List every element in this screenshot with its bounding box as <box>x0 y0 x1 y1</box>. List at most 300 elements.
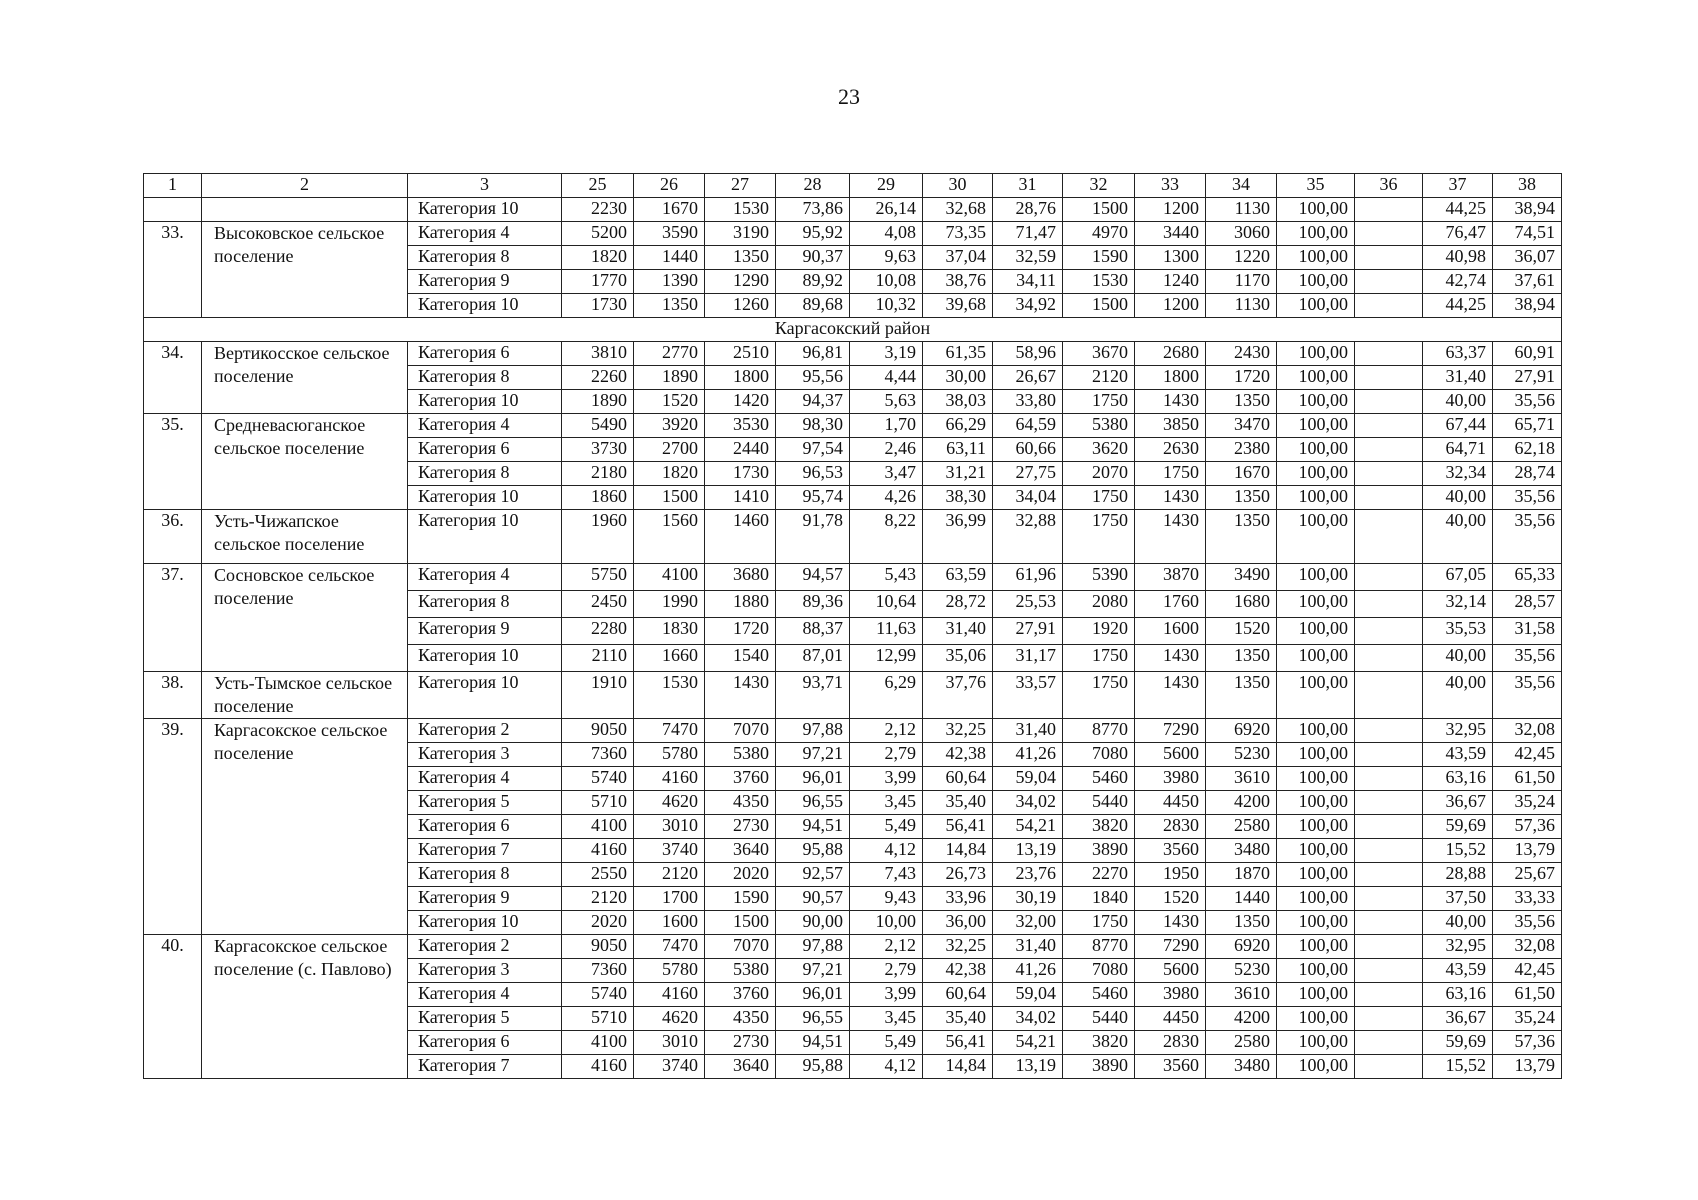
value-cell: 100,00 <box>1277 246 1355 270</box>
settlement-name-cell: Сосновское сельское поселение <box>202 564 408 672</box>
value-cell: 2680 <box>1135 342 1206 366</box>
value-cell: 4,08 <box>850 222 923 246</box>
value-cell: 10,08 <box>850 270 923 294</box>
category-cell: Категория 10 <box>408 390 562 414</box>
value-cell: 59,04 <box>993 983 1063 1007</box>
value-cell: 2510 <box>705 342 776 366</box>
value-cell <box>1355 246 1423 270</box>
category-cell: Категория 7 <box>408 839 562 863</box>
value-cell: 38,03 <box>923 390 993 414</box>
value-cell: 7470 <box>634 935 705 959</box>
category-cell: Категория 6 <box>408 342 562 366</box>
settlement-name-cell: Высоковское сельское поселение <box>202 222 408 318</box>
settlement-name-cell: Усть-Тымское сельское поселение <box>202 672 408 719</box>
value-cell: 1670 <box>634 198 705 222</box>
row-number-cell: 38. <box>144 672 202 719</box>
value-cell: 1200 <box>1135 294 1206 318</box>
value-cell: 44,25 <box>1423 294 1493 318</box>
value-cell: 31,58 <box>1493 618 1562 645</box>
value-cell: 30,00 <box>923 366 993 390</box>
value-cell: 2,46 <box>850 438 923 462</box>
value-cell: 27,91 <box>993 618 1063 645</box>
value-cell: 3820 <box>1063 815 1135 839</box>
column-number-cell: 34 <box>1206 174 1277 198</box>
value-cell <box>1355 462 1423 486</box>
value-cell: 3870 <box>1135 564 1206 591</box>
value-cell: 4350 <box>705 791 776 815</box>
value-cell: 1750 <box>1063 645 1135 672</box>
value-cell: 35,56 <box>1493 510 1562 564</box>
value-cell: 1500 <box>705 911 776 935</box>
column-number-cell: 31 <box>993 174 1063 198</box>
value-cell: 3640 <box>705 839 776 863</box>
value-cell: 2180 <box>562 462 634 486</box>
value-cell: 36,00 <box>923 911 993 935</box>
column-number-cell: 2 <box>202 174 408 198</box>
category-cell: Категория 8 <box>408 246 562 270</box>
value-cell: 63,11 <box>923 438 993 462</box>
value-cell: 36,67 <box>1423 791 1493 815</box>
value-cell: 3,45 <box>850 791 923 815</box>
value-cell: 4,26 <box>850 486 923 510</box>
column-number-cell: 37 <box>1423 174 1493 198</box>
value-cell: 62,18 <box>1493 438 1562 462</box>
row-number-cell: 36. <box>144 510 202 564</box>
table-row <box>144 719 1562 743</box>
row-number-cell: 35. <box>144 414 202 510</box>
value-cell: 1760 <box>1135 591 1206 618</box>
value-cell: 2270 <box>1063 863 1135 887</box>
value-cell: 5740 <box>562 983 634 1007</box>
value-cell: 1680 <box>1206 591 1277 618</box>
value-cell: 2020 <box>705 863 776 887</box>
value-cell: 95,56 <box>776 366 850 390</box>
value-cell: 100,00 <box>1277 462 1355 486</box>
value-cell: 100,00 <box>1277 198 1355 222</box>
settlement-name-cell: Каргасокское сельское поселение (с. Павлово) <box>202 935 408 1079</box>
value-cell: 100,00 <box>1277 911 1355 935</box>
category-cell: Категория 8 <box>408 591 562 618</box>
value-cell: 61,96 <box>993 564 1063 591</box>
value-cell: 8770 <box>1063 935 1135 959</box>
value-cell: 36,99 <box>923 510 993 564</box>
value-cell: 7360 <box>562 743 634 767</box>
value-cell: 5780 <box>634 743 705 767</box>
value-cell: 2280 <box>562 618 634 645</box>
value-cell: 1350 <box>1206 390 1277 414</box>
value-cell: 9050 <box>562 719 634 743</box>
value-cell: 100,00 <box>1277 591 1355 618</box>
value-cell: 98,30 <box>776 414 850 438</box>
value-cell: 67,05 <box>1423 564 1493 591</box>
value-cell: 3760 <box>705 983 776 1007</box>
value-cell: 100,00 <box>1277 672 1355 719</box>
value-cell <box>1355 645 1423 672</box>
value-cell: 5380 <box>705 743 776 767</box>
settlement-name-cell: Средневасюганское сельское поселение <box>202 414 408 510</box>
value-cell: 2380 <box>1206 438 1277 462</box>
category-cell: Категория 6 <box>408 815 562 839</box>
value-cell: 57,36 <box>1493 1031 1562 1055</box>
column-number-cell: 35 <box>1277 174 1355 198</box>
value-cell <box>1355 198 1423 222</box>
value-cell <box>1355 815 1423 839</box>
value-cell: 89,36 <box>776 591 850 618</box>
value-cell <box>1355 342 1423 366</box>
value-cell: 59,69 <box>1423 1031 1493 1055</box>
value-cell: 1350 <box>1206 486 1277 510</box>
value-cell: 34,02 <box>993 1007 1063 1031</box>
value-cell: 34,04 <box>993 486 1063 510</box>
value-cell: 32,95 <box>1423 935 1493 959</box>
value-cell: 1830 <box>634 618 705 645</box>
value-cell: 1390 <box>634 270 705 294</box>
value-cell: 3980 <box>1135 767 1206 791</box>
value-cell: 1890 <box>634 366 705 390</box>
table-row <box>144 564 1562 591</box>
value-cell: 1990 <box>634 591 705 618</box>
column-number-row <box>144 174 1562 198</box>
value-cell: 1590 <box>705 887 776 911</box>
value-cell: 1890 <box>562 390 634 414</box>
value-cell: 13,79 <box>1493 839 1562 863</box>
category-cell: Категория 4 <box>408 983 562 1007</box>
value-cell: 13,19 <box>993 839 1063 863</box>
value-cell: 32,68 <box>923 198 993 222</box>
value-cell: 3560 <box>1135 839 1206 863</box>
value-cell: 54,21 <box>993 815 1063 839</box>
value-cell: 71,47 <box>993 222 1063 246</box>
value-cell: 10,32 <box>850 294 923 318</box>
value-cell: 11,63 <box>850 618 923 645</box>
value-cell: 23,76 <box>993 863 1063 887</box>
value-cell: 1500 <box>1063 198 1135 222</box>
value-cell: 2,79 <box>850 959 923 983</box>
value-cell: 1960 <box>562 510 634 564</box>
value-cell: 59,69 <box>1423 815 1493 839</box>
value-cell: 1800 <box>1135 366 1206 390</box>
value-cell: 100,00 <box>1277 294 1355 318</box>
value-cell: 13,19 <box>993 1055 1063 1079</box>
value-cell: 5600 <box>1135 743 1206 767</box>
value-cell: 5,49 <box>850 815 923 839</box>
value-cell: 60,66 <box>993 438 1063 462</box>
value-cell: 100,00 <box>1277 791 1355 815</box>
value-cell: 60,64 <box>923 767 993 791</box>
value-cell: 26,67 <box>993 366 1063 390</box>
value-cell: 2730 <box>705 1031 776 1055</box>
value-cell <box>1355 863 1423 887</box>
value-cell: 15,52 <box>1423 839 1493 863</box>
value-cell: 3980 <box>1135 983 1206 1007</box>
value-cell: 1350 <box>1206 645 1277 672</box>
row-number-cell: 37. <box>144 564 202 672</box>
column-number-cell: 28 <box>776 174 850 198</box>
value-cell: 1750 <box>1135 462 1206 486</box>
value-cell <box>1355 414 1423 438</box>
value-cell: 15,52 <box>1423 1055 1493 1079</box>
value-cell: 96,81 <box>776 342 850 366</box>
category-cell: Категория 9 <box>408 887 562 911</box>
value-cell <box>1355 486 1423 510</box>
value-cell: 3610 <box>1206 983 1277 1007</box>
value-cell <box>1355 510 1423 564</box>
value-cell: 1410 <box>705 486 776 510</box>
value-cell: 3470 <box>1206 414 1277 438</box>
value-cell: 94,51 <box>776 1031 850 1055</box>
value-cell: 1500 <box>1063 294 1135 318</box>
value-cell: 63,37 <box>1423 342 1493 366</box>
value-cell: 5390 <box>1063 564 1135 591</box>
value-cell: 32,59 <box>993 246 1063 270</box>
value-cell: 5,43 <box>850 564 923 591</box>
value-cell: 35,56 <box>1493 486 1562 510</box>
value-cell: 32,25 <box>923 935 993 959</box>
value-cell: 1820 <box>634 462 705 486</box>
category-cell: Категория 10 <box>408 672 562 719</box>
value-cell: 1560 <box>634 510 705 564</box>
value-cell <box>1355 591 1423 618</box>
value-cell: 87,01 <box>776 645 850 672</box>
value-cell: 1660 <box>634 645 705 672</box>
value-cell: 1440 <box>634 246 705 270</box>
value-cell: 1350 <box>705 246 776 270</box>
value-cell: 5440 <box>1063 791 1135 815</box>
value-cell: 35,56 <box>1493 390 1562 414</box>
value-cell: 3810 <box>562 342 634 366</box>
column-number-cell: 26 <box>634 174 705 198</box>
value-cell: 3920 <box>634 414 705 438</box>
value-cell: 4160 <box>562 839 634 863</box>
value-cell: 1840 <box>1063 887 1135 911</box>
value-cell: 1700 <box>634 887 705 911</box>
category-cell: Категория 6 <box>408 438 562 462</box>
column-number-cell: 29 <box>850 174 923 198</box>
value-cell: 100,00 <box>1277 510 1355 564</box>
value-cell: 1430 <box>1135 672 1206 719</box>
value-cell: 5490 <box>562 414 634 438</box>
category-cell: Категория 10 <box>408 645 562 672</box>
value-cell: 100,00 <box>1277 767 1355 791</box>
value-cell: 1220 <box>1206 246 1277 270</box>
value-cell: 34,02 <box>993 791 1063 815</box>
value-cell: 1520 <box>634 390 705 414</box>
value-cell <box>1355 618 1423 645</box>
value-cell: 8770 <box>1063 719 1135 743</box>
value-cell: 3010 <box>634 815 705 839</box>
value-cell: 3890 <box>1063 839 1135 863</box>
value-cell: 4160 <box>634 983 705 1007</box>
value-cell: 100,00 <box>1277 366 1355 390</box>
value-cell: 1860 <box>562 486 634 510</box>
value-cell: 2830 <box>1135 1031 1206 1055</box>
value-cell: 100,00 <box>1277 390 1355 414</box>
value-cell: 31,21 <box>923 462 993 486</box>
table-row <box>144 342 1562 366</box>
value-cell: 1520 <box>1206 618 1277 645</box>
value-cell: 1870 <box>1206 863 1277 887</box>
value-cell: 2,12 <box>850 719 923 743</box>
value-cell: 96,55 <box>776 1007 850 1031</box>
value-cell: 100,00 <box>1277 983 1355 1007</box>
value-cell: 100,00 <box>1277 414 1355 438</box>
value-cell: 60,91 <box>1493 342 1562 366</box>
row-number-cell: 34. <box>144 342 202 414</box>
value-cell: 3640 <box>705 1055 776 1079</box>
value-cell: 64,59 <box>993 414 1063 438</box>
value-cell: 95,74 <box>776 486 850 510</box>
value-cell: 1720 <box>1206 366 1277 390</box>
category-cell: Категория 2 <box>408 719 562 743</box>
table-row <box>144 672 1562 719</box>
value-cell: 32,08 <box>1493 935 1562 959</box>
value-cell: 100,00 <box>1277 815 1355 839</box>
value-cell: 1770 <box>562 270 634 294</box>
value-cell: 58,96 <box>993 342 1063 366</box>
value-cell: 32,95 <box>1423 719 1493 743</box>
value-cell: 37,04 <box>923 246 993 270</box>
value-cell: 4100 <box>634 564 705 591</box>
value-cell: 1520 <box>1135 887 1206 911</box>
value-cell: 100,00 <box>1277 1007 1355 1031</box>
value-cell: 6920 <box>1206 719 1277 743</box>
value-cell: 1750 <box>1063 911 1135 935</box>
value-cell: 95,88 <box>776 1055 850 1079</box>
value-cell <box>1355 767 1423 791</box>
value-cell: 100,00 <box>1277 959 1355 983</box>
value-cell <box>1355 791 1423 815</box>
settlement-name-cell: Вертикосское сельское поселение <box>202 342 408 414</box>
value-cell: 9,63 <box>850 246 923 270</box>
value-cell: 94,37 <box>776 390 850 414</box>
value-cell: 2630 <box>1135 438 1206 462</box>
value-cell: 1350 <box>1206 911 1277 935</box>
value-cell: 44,25 <box>1423 198 1493 222</box>
value-cell: 4160 <box>634 767 705 791</box>
value-cell: 26,73 <box>923 863 993 887</box>
category-cell: Категория 3 <box>408 743 562 767</box>
value-cell: 32,25 <box>923 719 993 743</box>
value-cell: 5740 <box>562 767 634 791</box>
value-cell: 7360 <box>562 959 634 983</box>
value-cell: 1200 <box>1135 198 1206 222</box>
value-cell: 3440 <box>1135 222 1206 246</box>
row-number-cell <box>144 198 202 222</box>
value-cell: 36,07 <box>1493 246 1562 270</box>
value-cell: 57,36 <box>1493 815 1562 839</box>
category-cell: Категория 3 <box>408 959 562 983</box>
value-cell: 1430 <box>1135 486 1206 510</box>
column-number-cell: 33 <box>1135 174 1206 198</box>
value-cell: 2120 <box>562 887 634 911</box>
category-cell: Категория 10 <box>408 911 562 935</box>
value-cell: 1950 <box>1135 863 1206 887</box>
value-cell: 2430 <box>1206 342 1277 366</box>
value-cell: 9050 <box>562 935 634 959</box>
value-cell: 37,50 <box>1423 887 1493 911</box>
value-cell: 32,88 <box>993 510 1063 564</box>
value-cell: 1910 <box>562 672 634 719</box>
value-cell: 59,04 <box>993 767 1063 791</box>
value-cell: 2550 <box>562 863 634 887</box>
value-cell: 2020 <box>562 911 634 935</box>
page-number: 23 <box>838 84 860 109</box>
value-cell: 10,64 <box>850 591 923 618</box>
value-cell: 1670 <box>1206 462 1277 486</box>
value-cell: 1720 <box>705 618 776 645</box>
value-cell: 42,45 <box>1493 959 1562 983</box>
value-cell: 31,17 <box>993 645 1063 672</box>
value-cell <box>1355 270 1423 294</box>
column-number-cell: 27 <box>705 174 776 198</box>
value-cell <box>1355 887 1423 911</box>
value-cell: 60,64 <box>923 983 993 1007</box>
value-cell: 41,26 <box>993 743 1063 767</box>
value-cell: 95,92 <box>776 222 850 246</box>
value-cell: 3,45 <box>850 1007 923 1031</box>
column-number-cell: 25 <box>562 174 634 198</box>
category-cell: Категория 10 <box>408 510 562 564</box>
column-number-cell: 1 <box>144 174 202 198</box>
value-cell: 100,00 <box>1277 438 1355 462</box>
value-cell <box>1355 983 1423 1007</box>
row-number-cell: 40. <box>144 935 202 1079</box>
value-cell: 2,12 <box>850 935 923 959</box>
value-cell: 100,00 <box>1277 618 1355 645</box>
value-cell: 30,19 <box>993 887 1063 911</box>
value-cell: 1260 <box>705 294 776 318</box>
category-cell: Категория 10 <box>408 198 562 222</box>
value-cell: 3740 <box>634 839 705 863</box>
value-cell: 32,08 <box>1493 719 1562 743</box>
value-cell: 92,57 <box>776 863 850 887</box>
value-cell: 100,00 <box>1277 486 1355 510</box>
value-cell: 3890 <box>1063 1055 1135 1079</box>
value-cell: 2730 <box>705 815 776 839</box>
value-cell: 5780 <box>634 959 705 983</box>
value-cell: 5710 <box>562 791 634 815</box>
value-cell: 38,76 <box>923 270 993 294</box>
value-cell: 1440 <box>1206 887 1277 911</box>
value-cell: 3730 <box>562 438 634 462</box>
value-cell: 73,86 <box>776 198 850 222</box>
value-cell: 3610 <box>1206 767 1277 791</box>
value-cell: 5380 <box>705 959 776 983</box>
value-cell: 3740 <box>634 1055 705 1079</box>
value-cell: 1430 <box>1135 911 1206 935</box>
category-cell: Категория 4 <box>408 222 562 246</box>
category-cell: Категория 8 <box>408 863 562 887</box>
category-cell: Категория 2 <box>408 935 562 959</box>
value-cell: 3530 <box>705 414 776 438</box>
value-cell: 27,91 <box>1493 366 1562 390</box>
value-cell: 28,57 <box>1493 591 1562 618</box>
value-cell: 89,92 <box>776 270 850 294</box>
value-cell: 7470 <box>634 719 705 743</box>
value-cell: 40,00 <box>1423 911 1493 935</box>
value-cell: 37,61 <box>1493 270 1562 294</box>
value-cell: 90,37 <box>776 246 850 270</box>
value-cell: 10,00 <box>850 911 923 935</box>
value-cell: 36,67 <box>1423 1007 1493 1031</box>
value-cell: 97,21 <box>776 743 850 767</box>
value-cell: 6,29 <box>850 672 923 719</box>
value-cell: 1600 <box>634 911 705 935</box>
value-cell <box>1355 390 1423 414</box>
value-cell: 1530 <box>1063 270 1135 294</box>
value-cell: 1590 <box>1063 246 1135 270</box>
value-cell: 1750 <box>1063 390 1135 414</box>
